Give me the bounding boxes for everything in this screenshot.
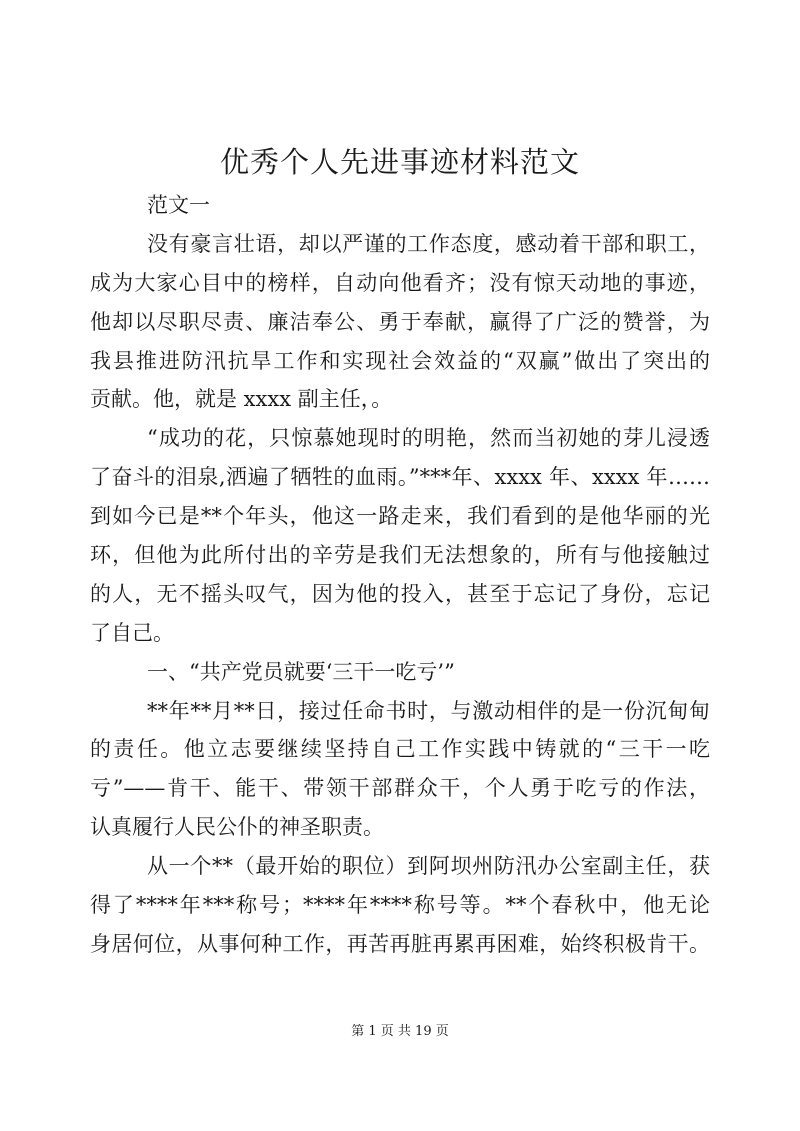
text-line: 范文一: [147, 193, 210, 217]
text-line: 我县推进防汛抗旱工作和实现社会效益的“双赢”做出了突出的: [90, 348, 710, 373]
document-body: [90, 186, 710, 964]
text-line: 得了****年***称号；****年****称号等。**个春秋中，他无论: [90, 893, 710, 918]
text-line: 认真履行人民公仆的神圣职责。: [90, 815, 384, 840]
text-line: 身居何位，从事何种工作，再苦再脏再累再困难，始终积极肯干。: [90, 931, 710, 956]
text-line: 环，但他为此所付出的辛劳是我们无法想象的，所有与他接触过: [90, 543, 710, 568]
text-line: 了自己。: [90, 620, 174, 645]
page-footer: 第 1 页 共 19 页: [351, 1024, 449, 1039]
text-line: 他却以尽职尽责、廉洁奉公、勇于奉献，赢得了广泛的赞誉，为: [90, 309, 710, 334]
text-line: 的责任。他立志要继续坚持自己工作实践中铸就的“三干一吃: [90, 737, 710, 762]
text-line: 了奋斗的泪泉,洒遍了牺牲的血雨。”***年、xxxx 年、xxxx 年……: [90, 465, 710, 490]
text-line: 到如今已是**个年头，他这一路走来，我们看到的是他华丽的光: [90, 504, 710, 529]
text-line: 没有豪言壮语，却以严谨的工作态度，感动着干部和职工，: [147, 231, 710, 256]
text-line: **年**月**日，接过任命书时，与激动相伴的是一份沉甸甸: [147, 698, 710, 723]
text-line: 贡献。他，就是 xxxx 副主任，。: [90, 387, 393, 412]
document-title: 优秀个人先进事迹材料范文: [219, 145, 580, 179]
text-line: 亏”——肯干、能干、带领干部群众干，个人勇于吃亏的作法，: [90, 776, 710, 801]
text-line: 从一个**（最开始的职位）到阿坝州防汛办公室副主任，获: [147, 854, 710, 879]
text-line: “成功的花，只惊慕她现时的明艳，然而当初她的芽儿浸透: [147, 426, 710, 451]
text-line: 一、“共产党员就要‘三干一吃亏’”: [147, 659, 455, 684]
text-line: 成为大家心目中的榜样，自动向他看齐；没有惊天动地的事迹，: [90, 270, 710, 295]
text-line: 的人，无不摇头叹气，因为他的投入，甚至于忘记了身份，忘记: [90, 581, 710, 606]
